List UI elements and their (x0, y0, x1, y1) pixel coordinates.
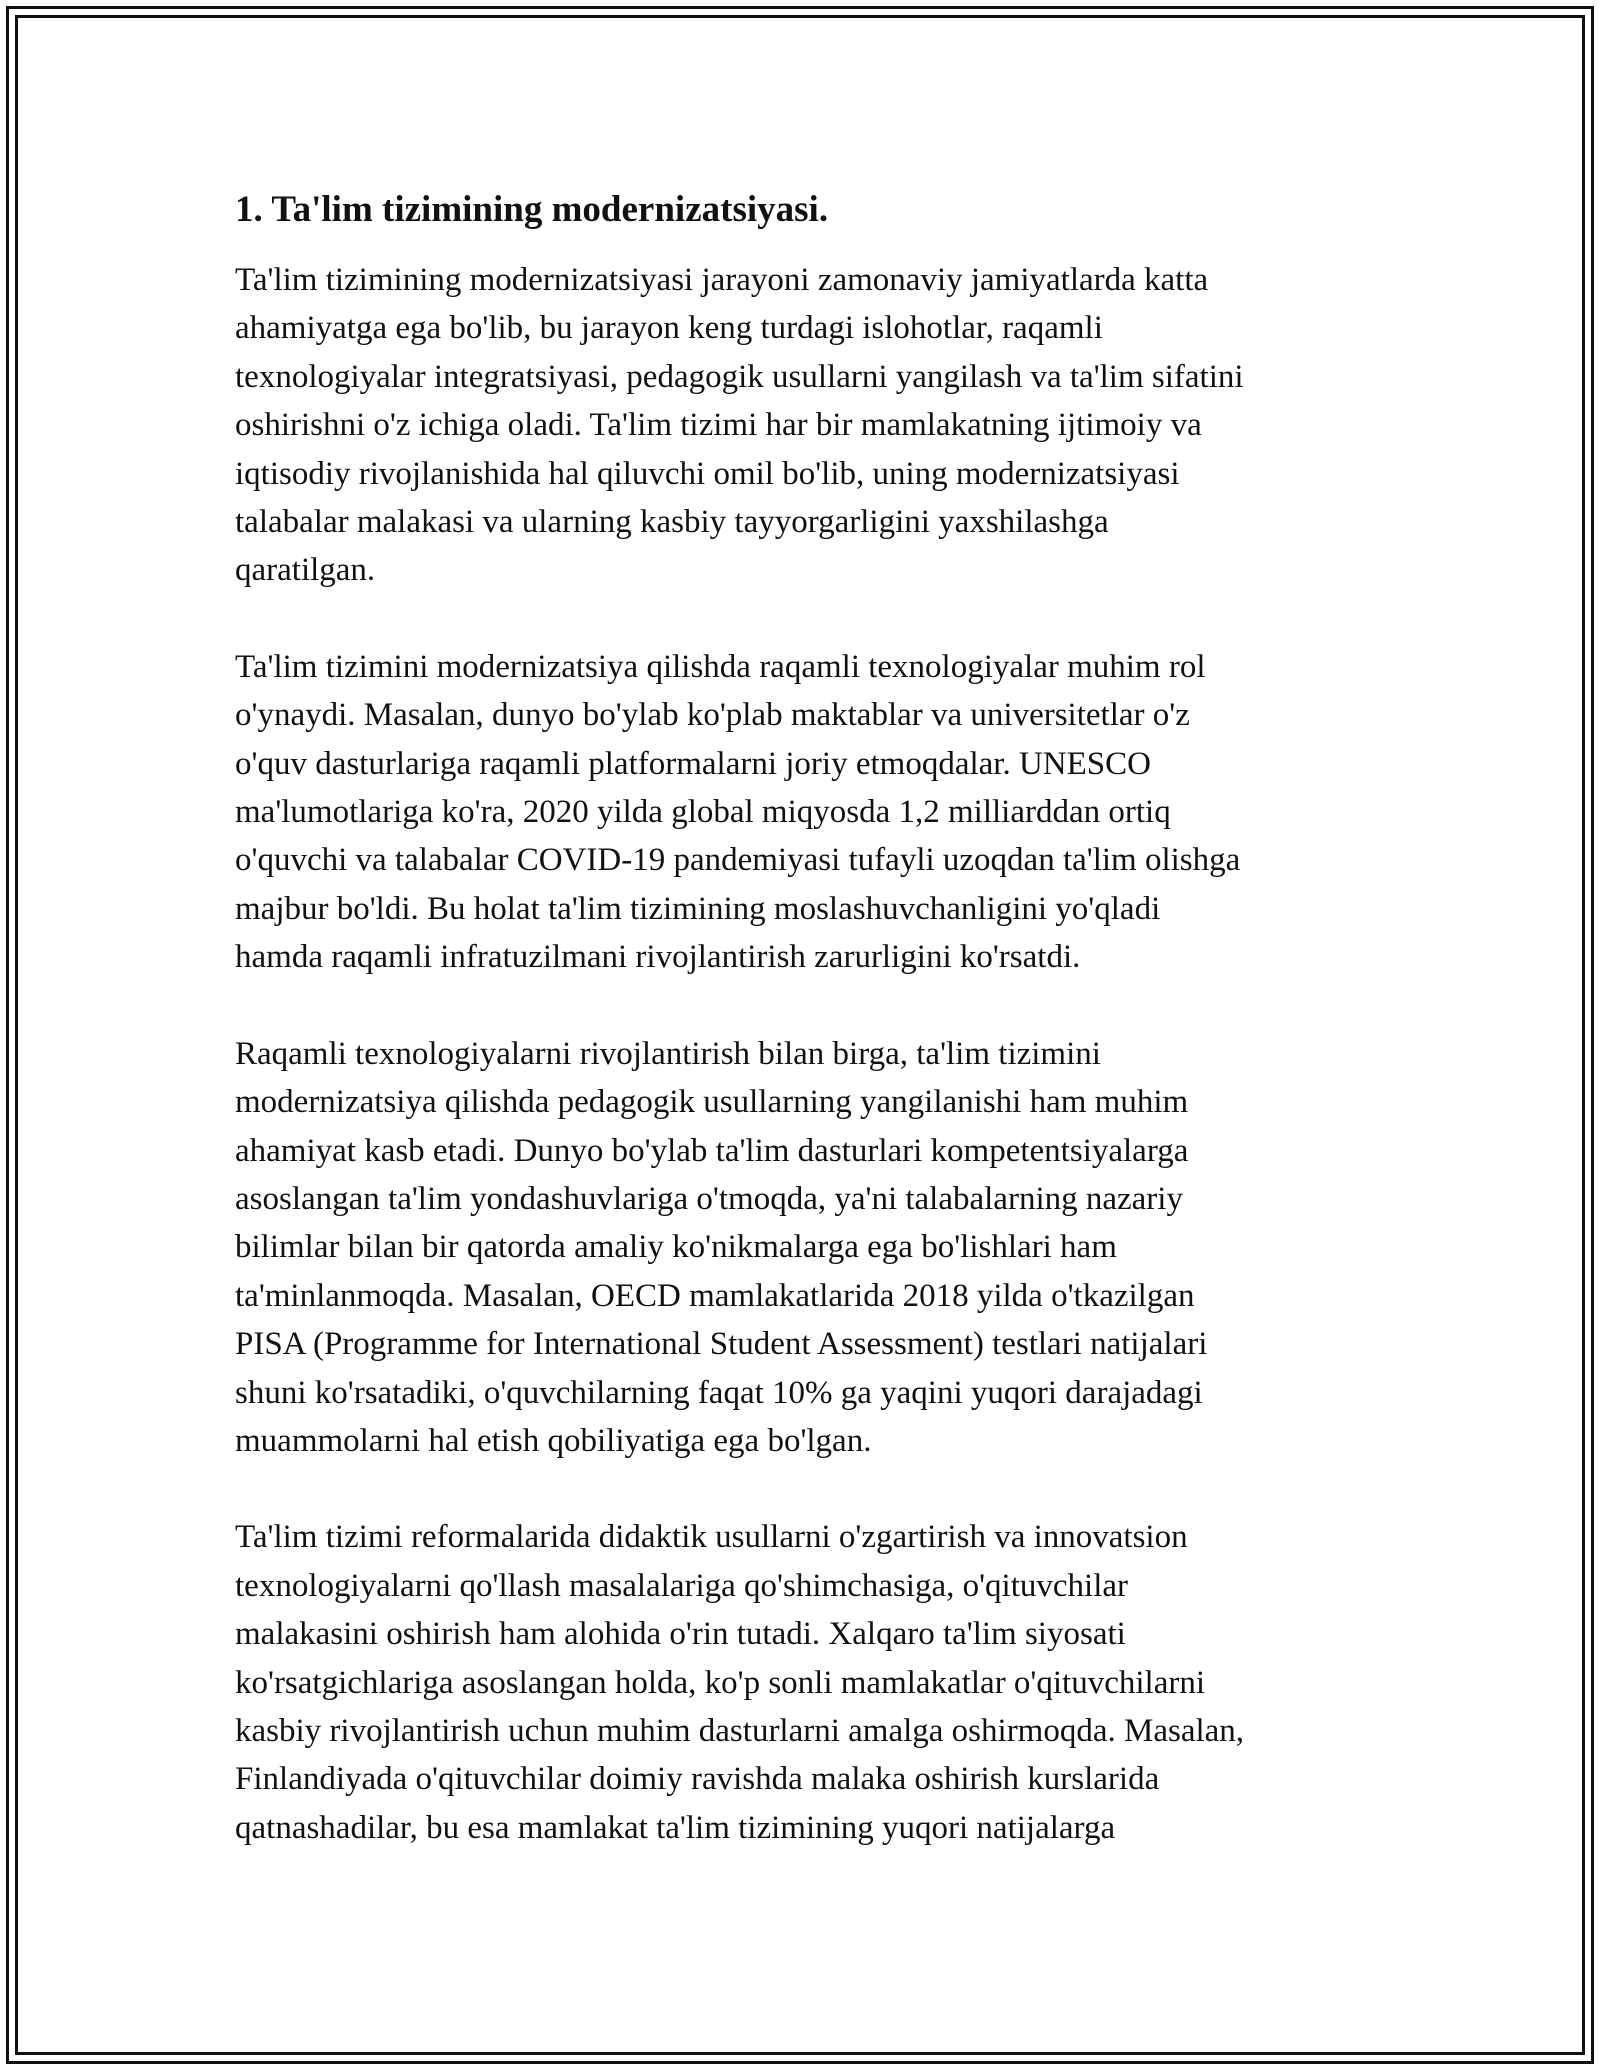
text-line: oshirishni o'z ichiga oladi. Ta'lim tizimi har bir mamlakatning ijtimoiy va (235, 407, 1202, 444)
text-line: ahamiyatga ega bo'lib, bu jarayon keng turdagi islohotlar, raqamli (235, 310, 1103, 347)
text-line: ko'rsatgichlariga asoslangan holda, ko'p sonli mamlakatlar o'qituvchilarni (235, 1664, 1206, 1701)
text-line: qatnashadilar, bu esa mamlakat ta'lim tizimining yuqori natijalarga (235, 1809, 1116, 1846)
text-line: Ta'lim tizimining modernizatsiyasi jarayoni zamonaviy jamiyatlarda katta (235, 262, 1209, 298)
text-line: ahamiyat kasb etadi. Dunyo bo'ylab ta'lim dasturlari kompetentsiyalarga (235, 1132, 1189, 1169)
text-line: majbur bo'ldi. Bu holat ta'lim tizimining moslashuvchanligini yo'qladi (235, 890, 1161, 927)
text-line: o'quvchi va talabalar COVID-19 pandemiyasi tufayli uzoqdan ta'lim olishga (235, 842, 1241, 879)
text-line: hamda raqamli infratuzilmani rivojlantirish zarurligini ko'rsatdi. (235, 939, 1081, 976)
section-heading: 1. Ta'lim tizimining modernizatsiyasi. (235, 189, 829, 230)
paragraph-3 (235, 1030, 1370, 1466)
text-line: Ta'lim tizimini modernizatsiya qilishda raqamli texnologiyalar muhim rol (235, 648, 1206, 685)
text-line: texnologiyalarni qo'llash masalalariga qo'shimchasiga, o'qituvchilar (235, 1567, 1129, 1604)
text-line: talabalar malakasi va ularning kasbiy tayyorgarligini yaxshilashga (235, 504, 1109, 541)
text-line: Ta'lim tizimi reformalarida didaktik usullarni o'zgartirish va innovatsion (235, 1519, 1188, 1556)
text-line: kasbiy rivojlantirish uchun muhim dasturlarni amalga oshirmoqda. Masalan, (235, 1712, 1245, 1749)
text-line: asoslangan ta'lim yondashuvlariga o'tmoqda, ya'ni talabalarning nazariy (235, 1180, 1183, 1217)
document-body (235, 186, 1370, 1900)
paragraph-1 (235, 256, 1370, 595)
text-line: Raqamli texnologiyalarni rivojlantirish bilan birga, ta'lim tizimini (235, 1035, 1101, 1072)
text-line: PISA (Programme for International Student Assessment) testlari natijalari (235, 1326, 1208, 1363)
text-line: qaratilgan. (235, 552, 376, 589)
text-line: shuni ko'rsatadiki, o'quvchilarning faqat 10% ga yaqini yuqori darajadagi (235, 1374, 1203, 1411)
paragraph-2 (235, 643, 1370, 982)
text-line: Finlandiyada o'qituvchilar doimiy ravishda malaka oshirish kurslarida (235, 1761, 1160, 1798)
text-line: o'quv dasturlariga raqamli platformalarni joriy etmoqdalar. UNESCO (235, 745, 1151, 782)
text-line: o'ynaydi. Masalan, dunyo bo'ylab ko'plab maktablar va universitetlar o'z (235, 697, 1190, 734)
paragraph-container (235, 256, 1370, 1852)
text-line: muammolarni hal etish qobiliyatiga ega bo'lgan. (235, 1422, 872, 1459)
text-line: bilimlar bilan bir qatorda amaliy ko'nikmalarga ega bo'lishlari ham (235, 1229, 1117, 1266)
text-line: iqtisodiy rivojlanishida hal qiluvchi omil bo'lib, uning modernizatsiyasi (235, 455, 1180, 492)
text-line: texnologiyalar integratsiyasi, pedagogik usullarni yangilash va ta'lim sifatini (235, 358, 1244, 395)
text-line: modernizatsiya qilishda pedagogik usullarning yangilanishi ham muhim (235, 1084, 1189, 1121)
text-line: ma'lumotlariga ko'ra, 2020 yilda global miqyosda 1,2 milliarddan ortiq (235, 794, 1171, 831)
text-line: malakasini oshirish ham alohida o'rin tutadi. Xalqaro ta'lim siyosati (235, 1616, 1126, 1653)
text-line: ta'minlanmoqda. Masalan, OECD mamlakatlarida 2018 yilda o'tkazilgan (235, 1277, 1195, 1314)
paragraph-4 (235, 1513, 1370, 1852)
